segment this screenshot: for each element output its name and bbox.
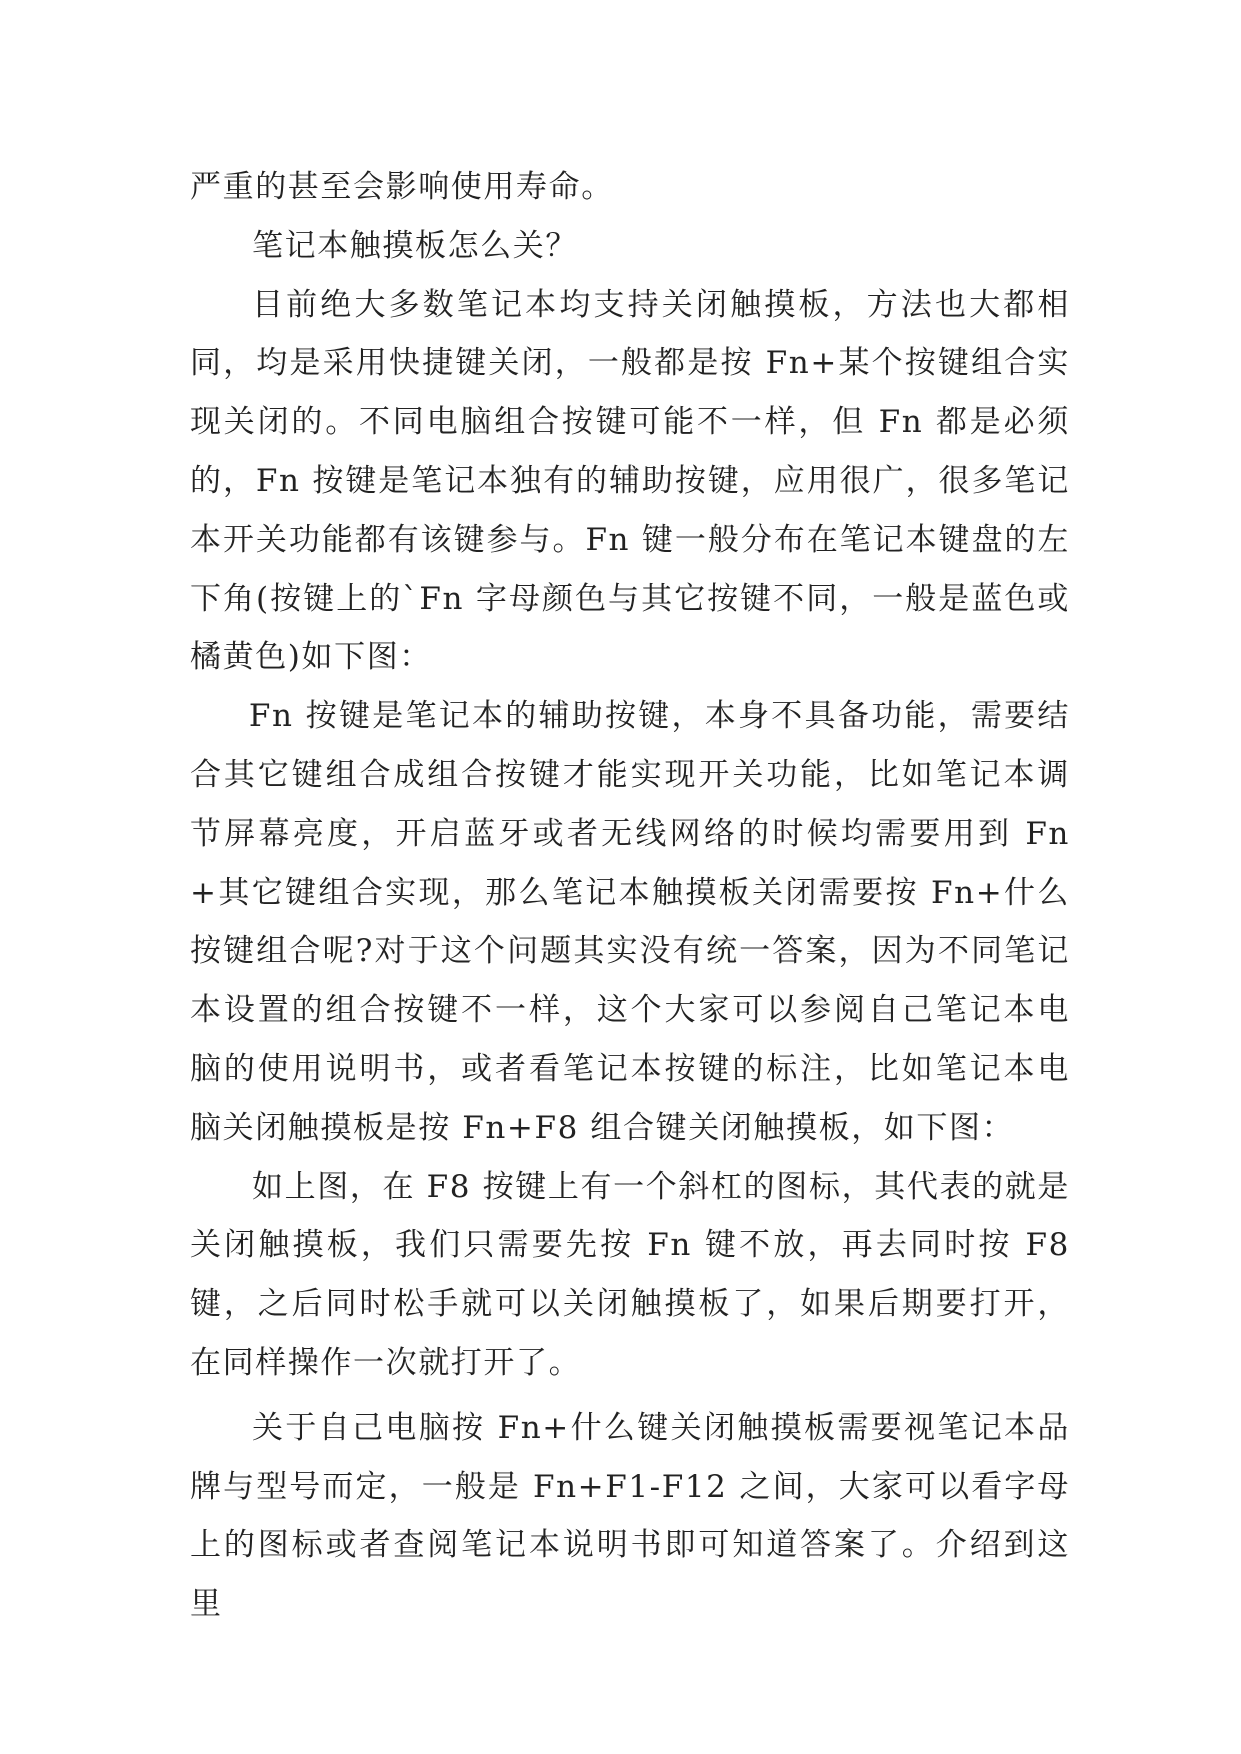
section-heading: 笔记本触摸板怎么关？: [252, 227, 578, 264]
document-body: [190, 158, 1070, 1634]
paragraph-method: 目前绝大多数笔记本均支持关闭触摸板，方法也大都相同，均是采用快捷键关闭，一般都是按 Fn+某个按键组合实现关闭的。不同电脑组合按键可能不一样，但 Fn 都是必须的，Fn 按键是笔记本独有的辅助按键，应用很广，很多笔记本开关功能都有该键参与。Fn 键一般分布在笔记本键盘的左下角(按键上的`Fn 字母颜色与其它按键不同，一般是蓝色或橘黄色)如下图：: [190, 286, 1070, 676]
paragraph-continuation: 严重的甚至会影响使用寿命。: [190, 169, 614, 205]
paragraph-f8-key: 如上图，在 F8 按键上有一个斜杠的图标，其代表的就是关闭触摸板，我们只需要先按 Fn 键不放，再去同时按 F8 键，之后同时松手就可以关闭触摸板了，如果后期要打开，在同样操作一次就打开了。: [190, 1168, 1070, 1381]
paragraph-conclusion: 关于自己电脑按 Fn+什么键关闭触摸板需要视笔记本品牌与型号而定，一般是 Fn+F1-F12 之间，大家可以看字母上的图标或者查阅笔记本说明书即可知道答案了。介绍到这里: [190, 1409, 1070, 1623]
paragraph-fn-key: Fn 按键是笔记本的辅助按键，本身不具备功能，需要结合其它键组合成组合按键才能实现开关功能，比如笔记本调节屏幕亮度，开启蓝牙或者无线网络的时候均需要用到 Fn+其它键组合实现，那么笔记本触摸板关闭需要按 Fn+什么按键组合呢?对于这个问题其实没有统一答案，因为不同笔记本设置的组合按键不一样，这个大家可以参阅自己笔记本电脑的使用说明书，或者看笔记本按键的标注，比如笔记本电脑关闭触摸板是按 Fn+F8 组合键关闭触摸板，如下图：: [190, 698, 1070, 1146]
